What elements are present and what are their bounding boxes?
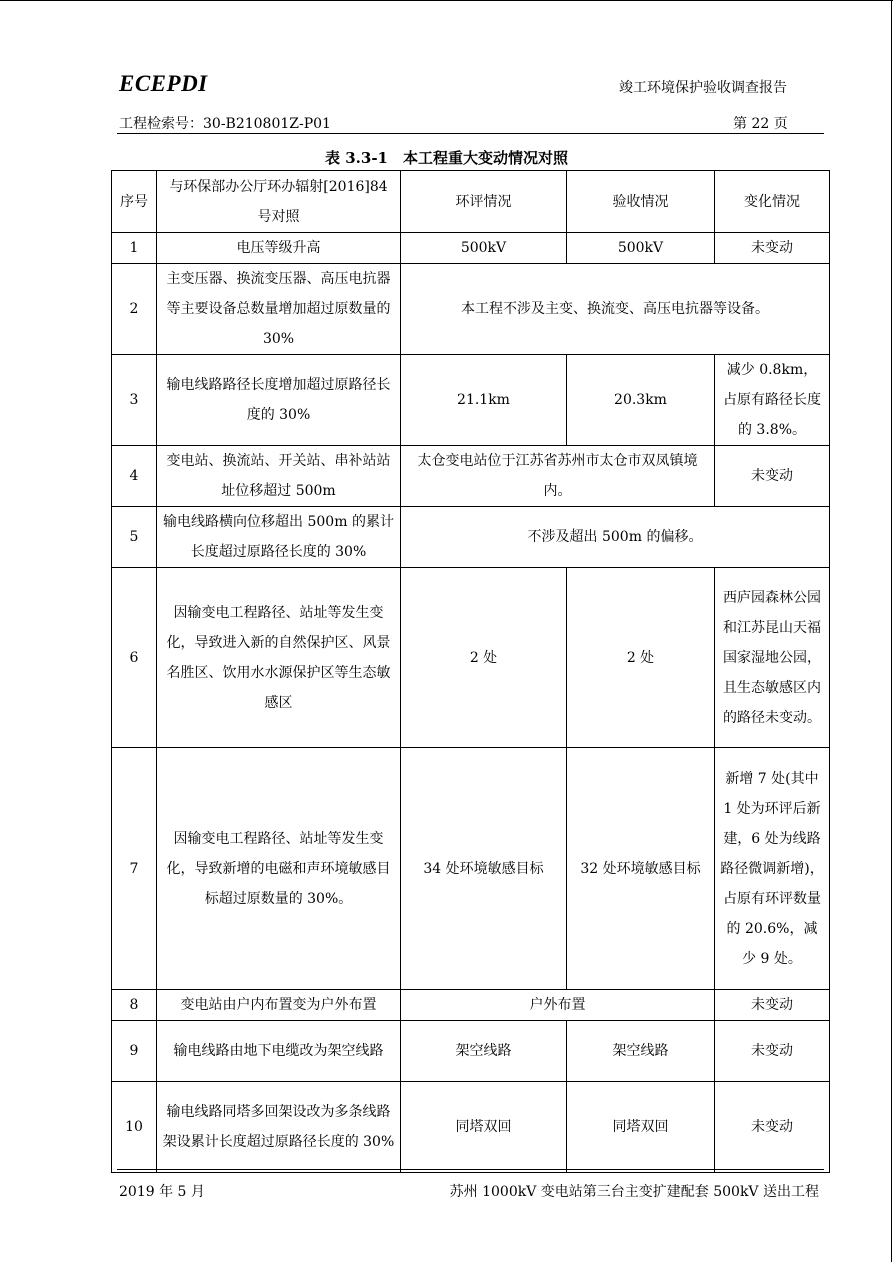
header-criterion: 与环保部办公厅环办辐射[2016]84 号对照 [157,171,401,233]
table-row [112,568,830,748]
row-acceptance: 2 处 [567,568,715,748]
company-logo: ECEPDI [119,71,208,96]
report-title: 竣工环境保护验收调查报告 [619,80,787,96]
table-row [112,355,830,446]
row-merged-note: 本工程不涉及主变、换流变、高压电抗器等设备。 [401,264,830,355]
row-criterion: 因输变电工程路径、站址等发生变化，导致进入新的自然保护区、风景名胜区、饮用水水源保护区等生态敏感区 [157,568,401,748]
table-row [112,264,830,355]
table-row [112,990,830,1021]
header-change: 变化情况 [715,171,830,233]
row-eia: 34 处环境敏感目标 [401,748,567,990]
row-no: 8 [112,990,157,1021]
row-eia: 500kV [401,233,567,264]
table-row [112,748,830,990]
row-criterion: 电压等级升高 [157,233,401,264]
row-change: 未变动 [715,233,830,264]
row-criterion: 输电线路由地下电缆改为架空线路 [157,1021,401,1082]
header-rule [117,133,824,134]
row-no: 7 [112,748,157,990]
footer-rule [117,1169,824,1170]
table-row [112,1082,830,1173]
row-change: 未变动 [715,1082,830,1173]
row-no: 2 [112,264,157,355]
row-criterion: 主变压器、换流变压器、高压电抗器等主要设备总数量增加超过原数量的 30% [157,264,401,355]
header-eia: 环评情况 [401,171,567,233]
footer-date: 2019 年 5 月 [119,1184,205,1200]
row-merged-note: 不涉及超出 500m 的偏移。 [401,507,830,568]
row-no: 10 [112,1082,157,1173]
row-criterion: 因输变电工程路径、站址等发生变化，导致新增的电磁和声环境敏感目标超过原数量的 30%。 [157,748,401,990]
row-eia: 21.1km [401,355,567,446]
table-header-row [112,171,830,233]
row-change: 西庐园森林公园和江苏昆山天福国家湿地公园，且生态敏感区内的路径未变动。 [715,568,830,748]
table-row [112,233,830,264]
header-no: 序号 [112,171,157,233]
row-no: 9 [112,1021,157,1082]
row-eia: 架空线路 [401,1021,567,1082]
row-acceptance: 32 处环境敏感目标 [567,748,715,990]
row-change: 减少 0.8km，占原有路径长度的 3.8%。 [715,355,830,446]
row-no: 6 [112,568,157,748]
row-change: 未变动 [715,990,830,1021]
page-right-border [891,0,892,1262]
row-change: 未变动 [715,446,830,507]
row-acceptance: 20.3km [567,355,715,446]
table-row [112,507,830,568]
row-no: 3 [112,355,157,446]
row-acceptance: 500kV [567,233,715,264]
row-merged-note: 户外布置 [401,990,715,1021]
row-criterion: 变电站由户内布置变为户外布置 [157,990,401,1021]
page-top-border [0,0,893,1]
row-acceptance: 架空线路 [567,1021,715,1082]
project-code: 工程检索号：30-B210801Z-P01 [119,116,331,132]
row-criterion: 输电线路横向位移超出 500m 的累计长度超过原路径长度的 30% [157,507,401,568]
table-row [112,1021,830,1082]
row-change: 未变动 [715,1021,830,1082]
row-criterion: 变电站、换流站、开关站、串补站站址位移超过 500m [157,446,401,507]
table-caption: 表 3.3-1 本工程重大变动情况对照 [325,149,568,167]
footer-project-name: 苏州 1000kV 变电站第三台主变扩建配套 500kV 送出工程 [449,1184,819,1200]
row-change: 新增 7 处(其中 1 处为环评后新建，6 处为线路路径微调新增)，占原有环评数量的 20.6%，减少 9 处。 [715,748,830,990]
row-merged-note: 太仓变电站位于江苏省苏州市太仓市双凤镇境内。 [401,446,715,507]
row-no: 1 [112,233,157,264]
row-criterion: 输电线路路径长度增加超过原路径长度的 30% [157,355,401,446]
header-acceptance: 验收情况 [567,171,715,233]
row-criterion: 输电线路同塔多回架设改为多条线路架设累计长度超过原路径长度的 30% [157,1082,401,1173]
changes-table [111,170,830,1173]
row-eia: 同塔双回 [401,1082,567,1173]
row-eia: 2 处 [401,568,567,748]
page-number: 第 22 页 [733,116,788,132]
row-no: 5 [112,507,157,568]
table-row [112,446,830,507]
row-no: 4 [112,446,157,507]
row-acceptance: 同塔双回 [567,1082,715,1173]
